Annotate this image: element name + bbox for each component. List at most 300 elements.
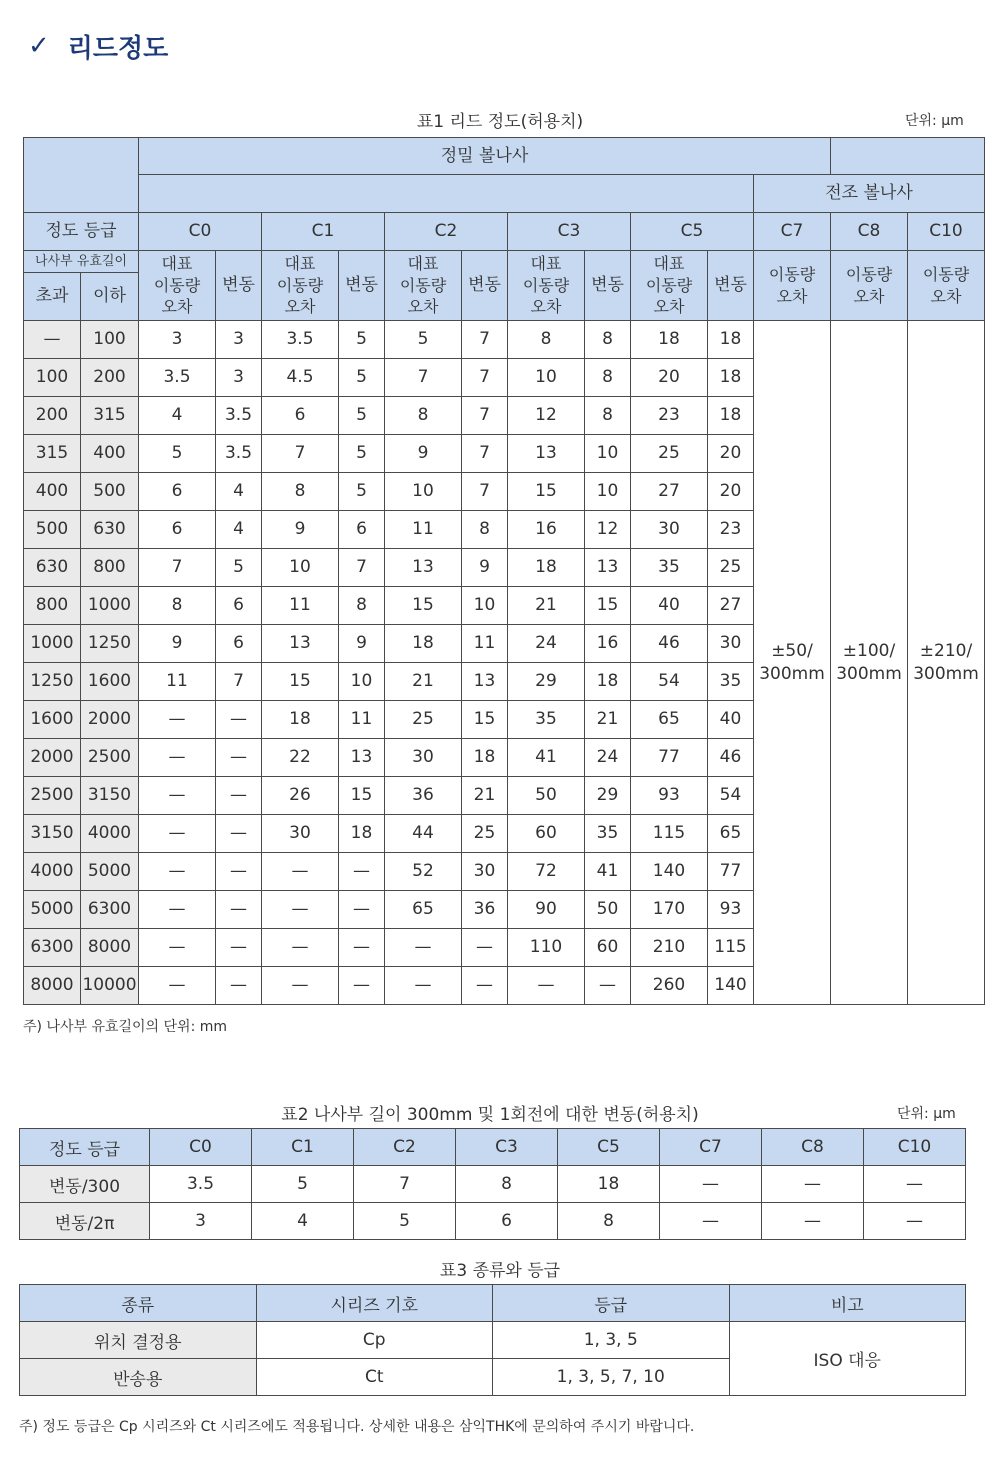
table-cell: — (216, 853, 262, 891)
table-cell: 23 (631, 397, 708, 435)
table-cell: 21 (585, 701, 631, 739)
table-cell: 8 (508, 321, 585, 359)
table-cell: 변동/300 (20, 1166, 150, 1203)
table-cell: 315 (24, 435, 81, 473)
table-header-cell: C1 (252, 1129, 354, 1166)
table-cell: 13 (339, 739, 385, 777)
table-cell: 27 (708, 587, 754, 625)
table-cell: — (339, 967, 385, 1005)
table-cell: 25 (462, 815, 508, 853)
table-row (20, 1166, 966, 1203)
table-cell: — (139, 701, 216, 739)
table-cell: 210 (631, 929, 708, 967)
table-cell: — (216, 967, 262, 1005)
table-header-cell: C5 (558, 1129, 660, 1166)
table-cell: 9 (262, 511, 339, 549)
table-cell: 5000 (81, 853, 139, 891)
table-cell: 65 (631, 701, 708, 739)
table-cell: 5 (339, 359, 385, 397)
table-cell: 30 (385, 739, 462, 777)
table-cell: 3 (150, 1203, 252, 1240)
table-cell: 5 (339, 473, 385, 511)
table-cell: 10 (508, 359, 585, 397)
table-cell: 35 (585, 815, 631, 853)
table-cell: 1250 (81, 625, 139, 663)
table-cell: 10 (385, 473, 462, 511)
table-cell: 3.5 (150, 1166, 252, 1203)
table-cell: 77 (631, 739, 708, 777)
table-cell: 22 (262, 739, 339, 777)
table-cell: 15 (508, 473, 585, 511)
table-cell: — (339, 929, 385, 967)
table-cell: 170 (631, 891, 708, 929)
table-cell: 8 (385, 397, 462, 435)
representative-travel-error-header: 대표 이동량 오차 (508, 251, 585, 321)
table-cell: 60 (508, 815, 585, 853)
variation-header: 변동 (216, 251, 262, 321)
table-cell: 93 (631, 777, 708, 815)
table3-note: 주) 정도 등급은 Cp 시리즈와 Ct 시리즈에도 적용됩니다. 상세한 내용은 삼익THK에 문의하여 주시기 바랍니다. (19, 1419, 695, 1435)
table-cell: 7 (462, 397, 508, 435)
table-cell: 18 (708, 397, 754, 435)
table-cell: 800 (81, 549, 139, 587)
table-cell: 50 (585, 891, 631, 929)
table-header-cell: C7 (660, 1129, 762, 1166)
table-cell: 4000 (24, 853, 81, 891)
table1-caption: 표1 리드 정도(허용치) (416, 112, 584, 132)
table-cell: — (216, 929, 262, 967)
table-cell: — (585, 967, 631, 1005)
table-cell: — (216, 815, 262, 853)
table-cell: 27 (631, 473, 708, 511)
over-label: 초과 (24, 273, 81, 321)
table-header-row (20, 1285, 966, 1322)
table-cell: 16 (585, 625, 631, 663)
table-cell: — (762, 1203, 864, 1240)
table-cell: — (262, 967, 339, 1005)
table-cell: — (216, 739, 262, 777)
table-cell: 36 (462, 891, 508, 929)
table-cell: 15 (339, 777, 385, 815)
table-cell: — (262, 929, 339, 967)
table-cell: 11 (262, 587, 339, 625)
table-cell: 5 (339, 435, 385, 473)
table-cell: 35 (508, 701, 585, 739)
table-cell: 10 (462, 587, 508, 625)
table-cell: 44 (385, 815, 462, 853)
table-cell: 5 (339, 397, 385, 435)
rolled-travel-error-cell: ±100/ 300mm (831, 321, 908, 1005)
table-cell: 46 (631, 625, 708, 663)
table-cell: 46 (708, 739, 754, 777)
table-cell: 1000 (24, 625, 81, 663)
table-cell: 40 (708, 701, 754, 739)
table-cell: 41 (585, 853, 631, 891)
table-cell: 18 (631, 321, 708, 359)
table-cell: 21 (462, 777, 508, 815)
grade-header-c5: C5 (631, 213, 754, 251)
variation-table (19, 1128, 966, 1240)
table-cell: Ct (256, 1359, 493, 1396)
section-heading (28, 28, 168, 64)
table-cell: — (262, 891, 339, 929)
table-cell: 7 (216, 663, 262, 701)
table-cell: 8 (456, 1166, 558, 1203)
table-cell: 1600 (81, 663, 139, 701)
table-cell: 52 (385, 853, 462, 891)
travel-error-header: 이동량 오차 (908, 251, 985, 321)
grade-header-c10: C10 (908, 213, 985, 251)
table-cell: 115 (631, 815, 708, 853)
page-title: 리드정도 (67, 33, 169, 64)
table-cell: 6 (262, 397, 339, 435)
table-cell: 18 (585, 663, 631, 701)
table-cell: 3150 (24, 815, 81, 853)
table-cell: — (864, 1203, 966, 1240)
table-cell: 3.5 (216, 435, 262, 473)
table-cell: 8 (339, 587, 385, 625)
table-cell: — (262, 853, 339, 891)
grade-header-c2: C2 (385, 213, 508, 251)
table-cell: 9 (339, 625, 385, 663)
variation-header: 변동 (462, 251, 508, 321)
table-cell: 3.5 (139, 359, 216, 397)
table-cell: 10 (585, 435, 631, 473)
table-cell: 7 (385, 359, 462, 397)
table-cell: 20 (708, 435, 754, 473)
table-cell: — (139, 853, 216, 891)
table-cell: 10 (339, 663, 385, 701)
grade-header-c0: C0 (139, 213, 262, 251)
length-label: 나사부 유효길이 (24, 251, 139, 273)
table-cell: 30 (462, 853, 508, 891)
table-cell: 315 (81, 397, 139, 435)
table-cell: 18 (558, 1166, 660, 1203)
table-cell: 6 (216, 587, 262, 625)
table-cell: 10 (585, 473, 631, 511)
table-cell: 1, 3, 5 (493, 1322, 730, 1359)
variation-header: 변동 (339, 251, 385, 321)
table-cell: 7 (462, 321, 508, 359)
table-cell: — (660, 1203, 762, 1240)
table-cell: 7 (354, 1166, 456, 1203)
table-cell: 1, 3, 5, 7, 10 (493, 1359, 730, 1396)
table-cell: 12 (585, 511, 631, 549)
table-cell: 5 (216, 549, 262, 587)
blank-subgroup-header (139, 175, 754, 213)
table-cell: 6 (139, 511, 216, 549)
table-cell: 630 (24, 549, 81, 587)
table1-unit: 단위: μm (905, 113, 964, 129)
table-cell: 4 (139, 397, 216, 435)
representative-travel-error-header: 대표 이동량 오차 (385, 251, 462, 321)
table-cell: — (508, 967, 585, 1005)
table-cell: 5 (252, 1166, 354, 1203)
table-cell: — (139, 777, 216, 815)
table-cell: 12 (508, 397, 585, 435)
grade-header-c1: C1 (262, 213, 385, 251)
table-cell: 1600 (24, 701, 81, 739)
table-cell: 140 (631, 853, 708, 891)
table-cell: 20 (631, 359, 708, 397)
grade-label: 정도 등급 (24, 213, 139, 251)
table-cell: — (339, 853, 385, 891)
variation-header: 변동 (708, 251, 754, 321)
table-cell: 7 (339, 549, 385, 587)
table-cell: — (762, 1166, 864, 1203)
travel-error-header: 이동량 오차 (831, 251, 908, 321)
table-cell: 18 (262, 701, 339, 739)
table-cell: 4000 (81, 815, 139, 853)
table-cell: 30 (708, 625, 754, 663)
table-cell: — (462, 929, 508, 967)
table-cell: 3150 (81, 777, 139, 815)
table-cell: 110 (508, 929, 585, 967)
table-cell: 9 (385, 435, 462, 473)
table-cell: 500 (24, 511, 81, 549)
table-cell: 93 (708, 891, 754, 929)
table-cell: 4.5 (262, 359, 339, 397)
table-cell: 65 (708, 815, 754, 853)
lead-accuracy-table (23, 137, 985, 1005)
table-cell: 65 (385, 891, 462, 929)
table-cell: — (864, 1166, 966, 1203)
table-cell: 400 (81, 435, 139, 473)
table-cell: 77 (708, 853, 754, 891)
variation-header: 변동 (585, 251, 631, 321)
table-cell: 2000 (81, 701, 139, 739)
travel-error-header: 이동량 오차 (754, 251, 831, 321)
table-cell: — (385, 967, 462, 1005)
table-cell: 630 (81, 511, 139, 549)
table-header-cell: C10 (864, 1129, 966, 1166)
table-cell: 100 (24, 359, 81, 397)
table-cell: 7 (262, 435, 339, 473)
table-cell: 800 (24, 587, 81, 625)
table-cell: 15 (385, 587, 462, 625)
table-cell: 1000 (81, 587, 139, 625)
table-cell: — (139, 929, 216, 967)
table-cell: 23 (708, 511, 754, 549)
table-cell: 21 (508, 587, 585, 625)
table-cell: — (24, 321, 81, 359)
table-header-cell: 시리즈 기호 (256, 1285, 493, 1322)
table-cell: 21 (385, 663, 462, 701)
table-header-cell: 등급 (493, 1285, 730, 1322)
table-cell: 60 (585, 929, 631, 967)
representative-travel-error-header: 대표 이동량 오차 (631, 251, 708, 321)
check-icon: ✓ (28, 31, 50, 61)
representative-travel-error-header: 대표 이동량 오차 (139, 251, 216, 321)
table-header-cell: C2 (354, 1129, 456, 1166)
rolled-group-header: 전조 볼나사 (754, 175, 985, 213)
table-cell: 9 (139, 625, 216, 663)
table-cell: — (139, 739, 216, 777)
table-cell: 6 (456, 1203, 558, 1240)
table-cell: 13 (585, 549, 631, 587)
table-cell: 25 (385, 701, 462, 739)
table-header-cell: 종류 (20, 1285, 257, 1322)
table-cell: 위치 결정용 (20, 1322, 257, 1359)
table-cell: — (462, 967, 508, 1005)
rolled-travel-error-cell: ±50/ 300mm (754, 321, 831, 1005)
table-cell: 20 (708, 473, 754, 511)
table-cell: 18 (708, 321, 754, 359)
table-cell: 40 (631, 587, 708, 625)
table-cell: 54 (708, 777, 754, 815)
table-cell: Cp (256, 1322, 493, 1359)
table-row (20, 1322, 966, 1359)
table-cell: 11 (139, 663, 216, 701)
table3-caption: 표3 종류와 등급 (439, 1261, 561, 1281)
table-cell: 4 (216, 511, 262, 549)
table-header-cell: 정도 등급 (20, 1129, 150, 1166)
table-cell: — (216, 777, 262, 815)
table-cell: 30 (631, 511, 708, 549)
representative-travel-error-header: 대표 이동량 오차 (262, 251, 339, 321)
table-cell: 6 (339, 511, 385, 549)
table-cell: 5 (385, 321, 462, 359)
table-cell: 50 (508, 777, 585, 815)
table-cell: 7 (139, 549, 216, 587)
table1-corner-cell (24, 138, 139, 213)
table-cell: 3 (139, 321, 216, 359)
table-cell: 반송용 (20, 1359, 257, 1396)
table-cell: 10000 (81, 967, 139, 1005)
table-cell: 8 (139, 587, 216, 625)
table-cell: 13 (462, 663, 508, 701)
blank-group-header (831, 138, 985, 175)
table-cell: — (660, 1166, 762, 1203)
table-cell: 100 (81, 321, 139, 359)
table-cell: 3 (216, 321, 262, 359)
table-cell: 5 (139, 435, 216, 473)
table-cell: 8000 (24, 967, 81, 1005)
precision-group-header: 정밀 볼나사 (139, 138, 831, 175)
table-cell: 11 (385, 511, 462, 549)
table-header-cell: C0 (150, 1129, 252, 1166)
table-cell: 18 (708, 359, 754, 397)
table-cell: 35 (631, 549, 708, 587)
table-cell: 11 (339, 701, 385, 739)
table-header-row (20, 1129, 966, 1166)
table-cell: 18 (339, 815, 385, 853)
table-cell: 6 (139, 473, 216, 511)
remark-cell: ISO 대응 (729, 1322, 966, 1396)
table-cell: 8 (585, 359, 631, 397)
table-cell: 4 (216, 473, 262, 511)
table-cell: 3 (216, 359, 262, 397)
table-cell: 140 (708, 967, 754, 1005)
table-cell: 35 (708, 663, 754, 701)
table-cell: 2000 (24, 739, 81, 777)
table2-unit: 단위: μm (897, 1106, 956, 1122)
table-cell: 54 (631, 663, 708, 701)
grade-header-c8: C8 (831, 213, 908, 251)
table-cell: 400 (24, 473, 81, 511)
table-cell: 36 (385, 777, 462, 815)
table-cell: 3.5 (216, 397, 262, 435)
table-cell: 18 (508, 549, 585, 587)
table-cell: 200 (24, 397, 81, 435)
table-cell: 29 (508, 663, 585, 701)
upto-label: 이하 (81, 273, 139, 321)
table-cell: 8 (262, 473, 339, 511)
table-cell: 5000 (24, 891, 81, 929)
table-header-cell: C3 (456, 1129, 558, 1166)
table-cell: 1250 (24, 663, 81, 701)
table-cell: 29 (585, 777, 631, 815)
table-cell: — (385, 929, 462, 967)
table-cell: — (139, 967, 216, 1005)
table-cell: 115 (708, 929, 754, 967)
table-cell: 7 (462, 359, 508, 397)
table-cell: 4 (252, 1203, 354, 1240)
table-cell: 6300 (24, 929, 81, 967)
table-cell: 24 (508, 625, 585, 663)
grade-header-c7: C7 (754, 213, 831, 251)
table-cell: 8000 (81, 929, 139, 967)
table-cell: — (216, 891, 262, 929)
table-cell: 변동/2π (20, 1203, 150, 1240)
table-cell: 8 (558, 1203, 660, 1240)
table-cell: 6 (216, 625, 262, 663)
table-cell: — (216, 701, 262, 739)
table1-note: 주) 나사부 유효길이의 단위: mm (23, 1019, 228, 1035)
table-cell: 200 (81, 359, 139, 397)
table-cell: 6300 (81, 891, 139, 929)
table-cell: — (339, 891, 385, 929)
table-header-cell: C8 (762, 1129, 864, 1166)
table-cell: 16 (508, 511, 585, 549)
table-cell: 24 (585, 739, 631, 777)
rolled-travel-error-cell: ±210/ 300mm (908, 321, 985, 1005)
table-cell: 26 (262, 777, 339, 815)
table-cell: 41 (508, 739, 585, 777)
table-cell: 3.5 (262, 321, 339, 359)
table-cell: 13 (508, 435, 585, 473)
table-cell: 15 (585, 587, 631, 625)
table-cell: 500 (81, 473, 139, 511)
table-cell: 8 (462, 511, 508, 549)
table-cell: 18 (385, 625, 462, 663)
table-cell: 72 (508, 853, 585, 891)
table-header-cell: 비고 (729, 1285, 966, 1322)
table-cell: 5 (354, 1203, 456, 1240)
table-cell: 9 (462, 549, 508, 587)
table2-caption: 표2 나사부 길이 300mm 및 1회전에 대한 변동(허용치) (281, 1105, 699, 1125)
table-cell: 5 (339, 321, 385, 359)
table-cell: 13 (262, 625, 339, 663)
table-cell: 2500 (81, 739, 139, 777)
table-cell: 90 (508, 891, 585, 929)
table-cell: — (139, 815, 216, 853)
table-cell: 30 (262, 815, 339, 853)
table-cell: 13 (385, 549, 462, 587)
table-cell: 11 (462, 625, 508, 663)
table-cell: 18 (462, 739, 508, 777)
table-cell: 2500 (24, 777, 81, 815)
table-cell: — (139, 891, 216, 929)
table-cell: 10 (262, 549, 339, 587)
table-cell: 15 (262, 663, 339, 701)
grade-header-c3: C3 (508, 213, 631, 251)
table-cell: 8 (585, 321, 631, 359)
table-cell: 8 (585, 397, 631, 435)
table-cell: 15 (462, 701, 508, 739)
table-cell: 25 (631, 435, 708, 473)
type-grade-table (19, 1284, 966, 1396)
